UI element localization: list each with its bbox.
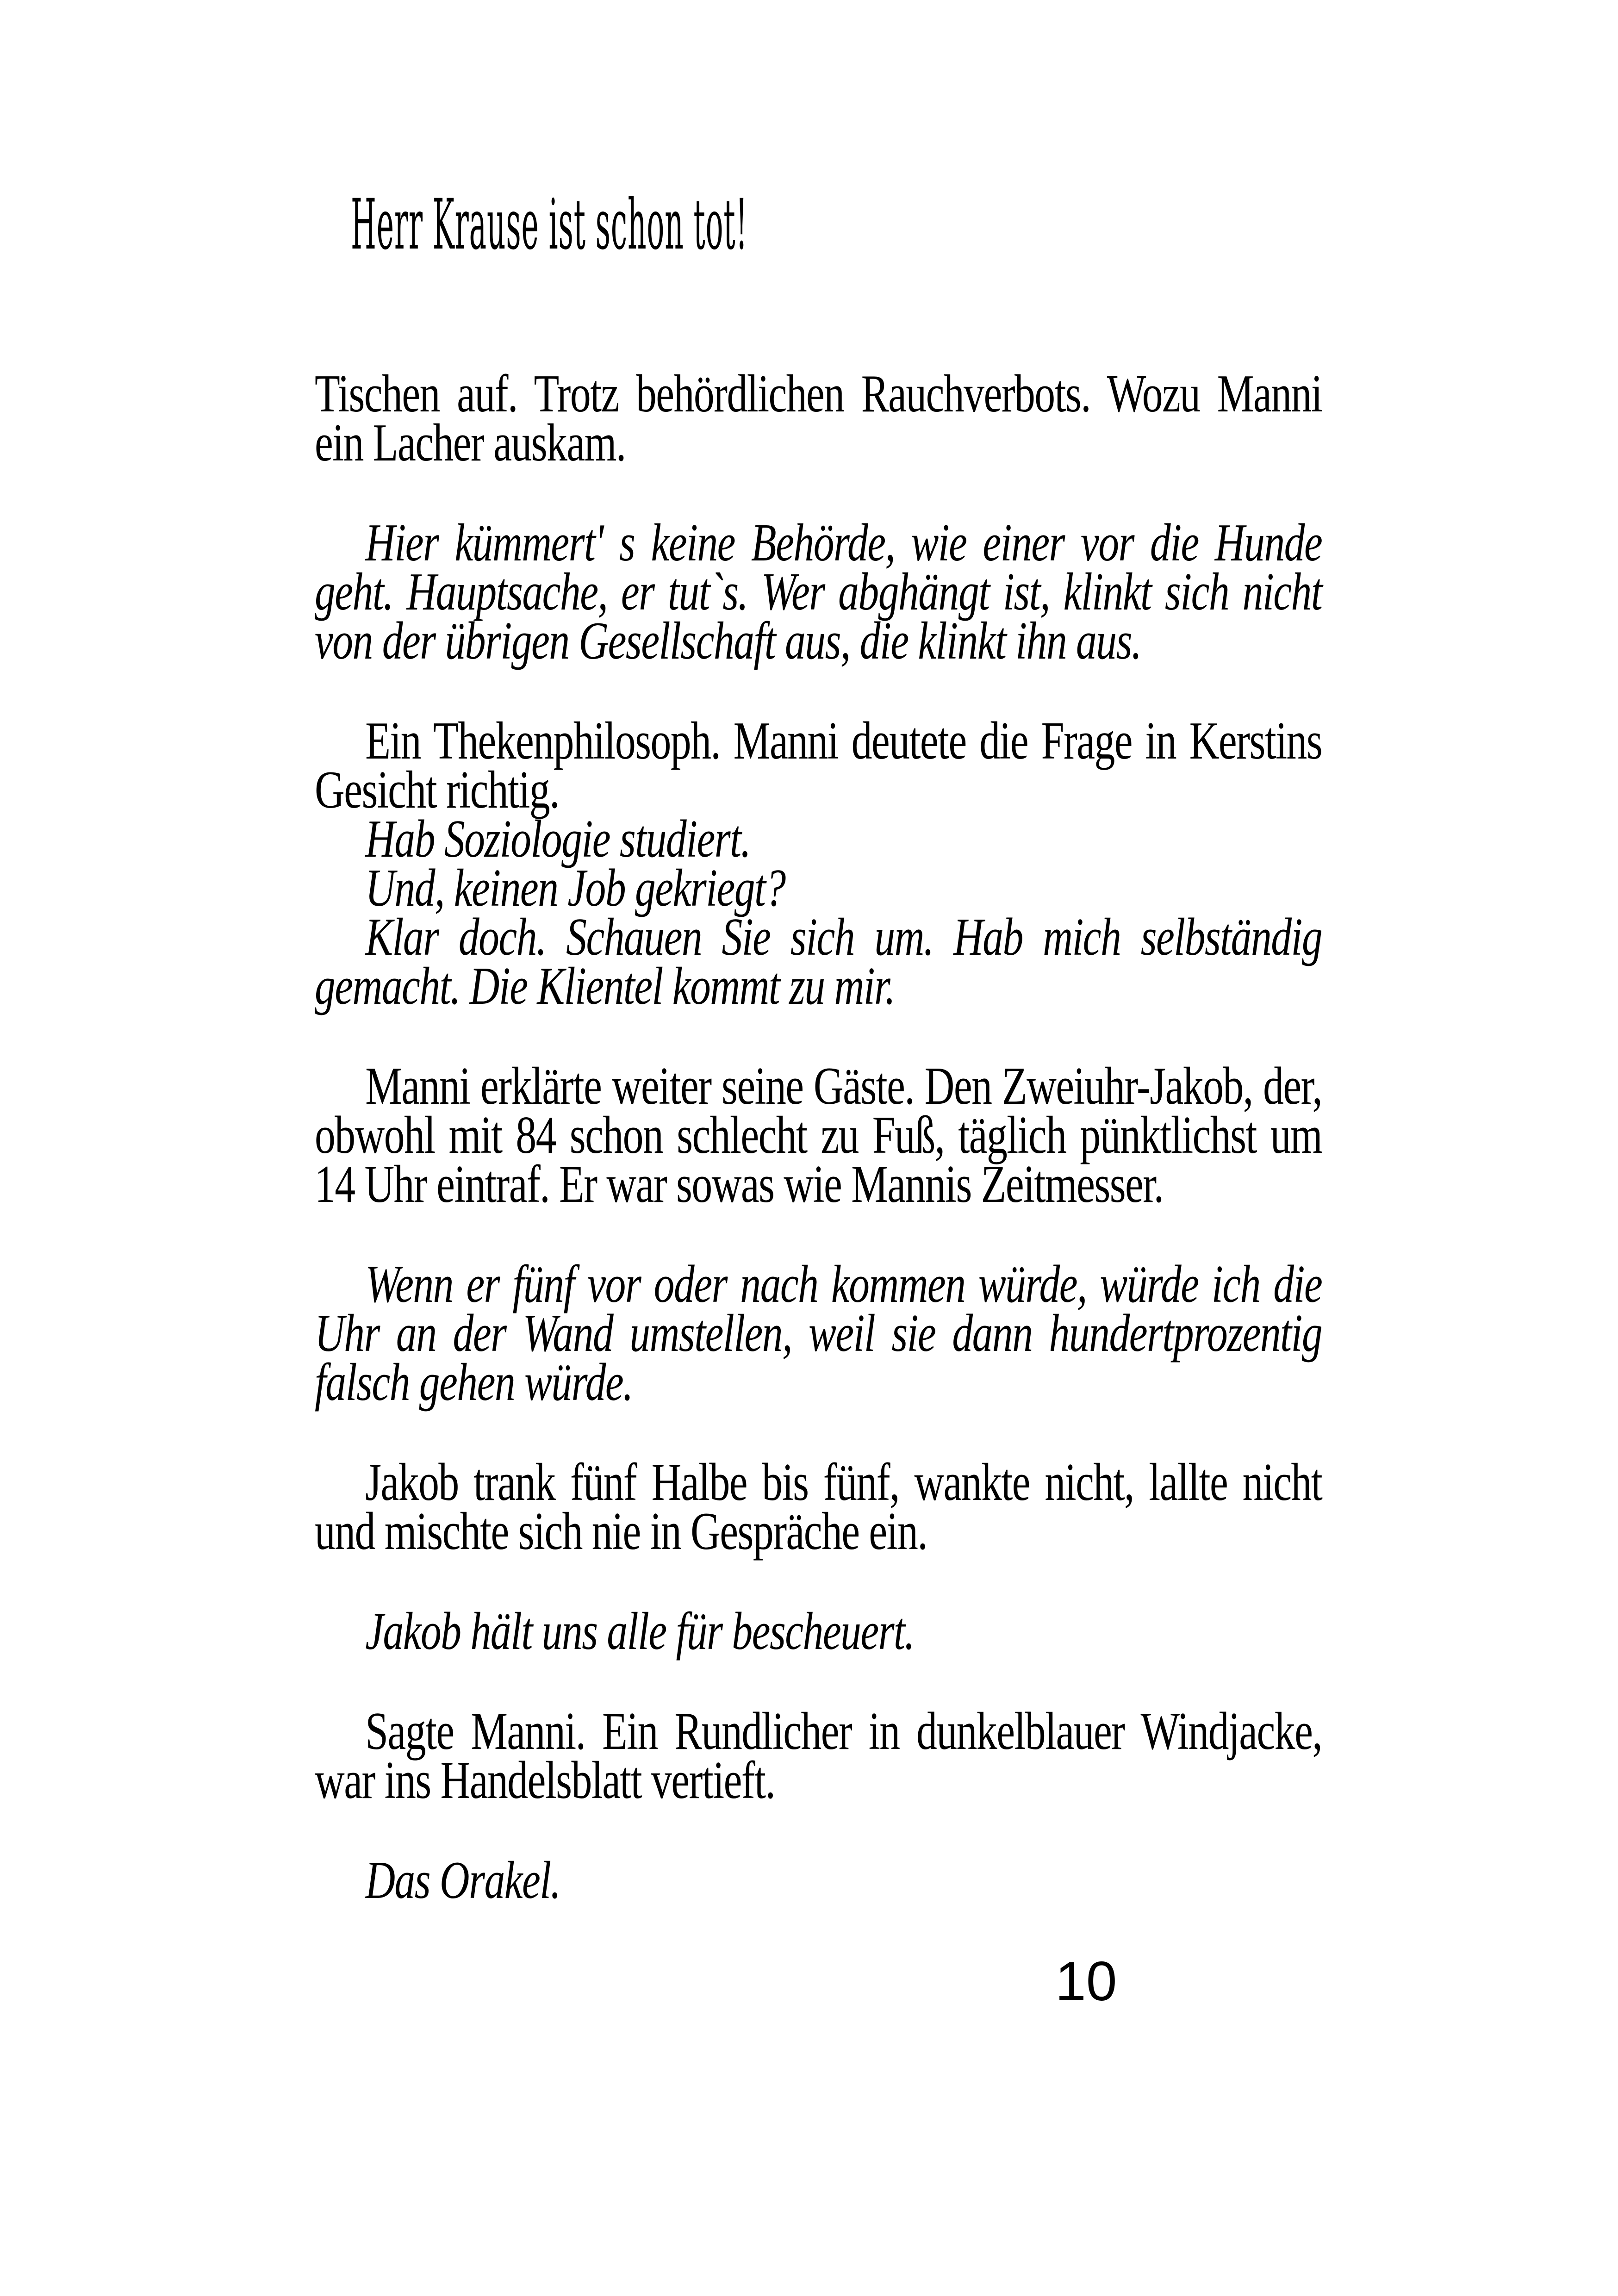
paragraph-6: Klar doch. Schauen Sie sich um. Hab mich selbständig gemacht. Die Klientel kommt zu mir.: [315, 908, 1322, 1015]
paragraph-3: Ein Thekenphilosoph. Manni deutete die Frage in Kerstins Gesicht richtig.: [315, 711, 1322, 819]
paragraph-8: Wenn er fünf vor oder nach kommen würde, würde ich die Uhr an der Wand umstellen, weil sie dann hundertprozentig falsch gehen würde.: [315, 1255, 1322, 1412]
page-number: 10: [1055, 1950, 1117, 2012]
paragraph-4: Hab Soziologie studiert.: [365, 809, 751, 868]
paragraph-12: Das Orakel.: [365, 1851, 560, 1910]
running-header-title: Herr Krause ist schon tot!: [351, 185, 748, 265]
paragraph-7: Manni erklärte weiter seine Gäste. Den Zweiuhr-Jakob, der, obwohl mit 84 schon schlecht zu Fuß, täglich pünktlichst um 14 Uhr eintraf. Er war sowas wie Mannis Zeitmesser.: [315, 1057, 1322, 1213]
paragraph-5: Und, keinen Job gekriegt?: [365, 859, 785, 917]
body-text-block: [315, 364, 1322, 1910]
paragraph-11: Sagte Manni. Ein Rundlicher in dunkelblauer Windjacke, war ins Handelsblatt vertieft.: [315, 1702, 1322, 1810]
paragraph-9: Jakob trank fünf Halbe bis fünf, wankte nicht, lallte nicht und mischte sich nie in Gespräche ein.: [315, 1453, 1322, 1561]
paragraph-1: Tischen auf. Trotz behördlichen Rauchverbots. Wozu Manni ein Lacher auskam.: [315, 364, 1322, 472]
paragraph-2: Hier kümmert' s keine Behörde, wie einer vor die Hunde geht. Hauptsache, er tut`s. Wer abghängt ist, klinkt sich nicht von der übrigen Gesellschaft aus, die klinkt ihn aus.: [315, 513, 1322, 670]
paragraph-10: Jakob hält uns alle für bescheuert.: [365, 1602, 915, 1661]
